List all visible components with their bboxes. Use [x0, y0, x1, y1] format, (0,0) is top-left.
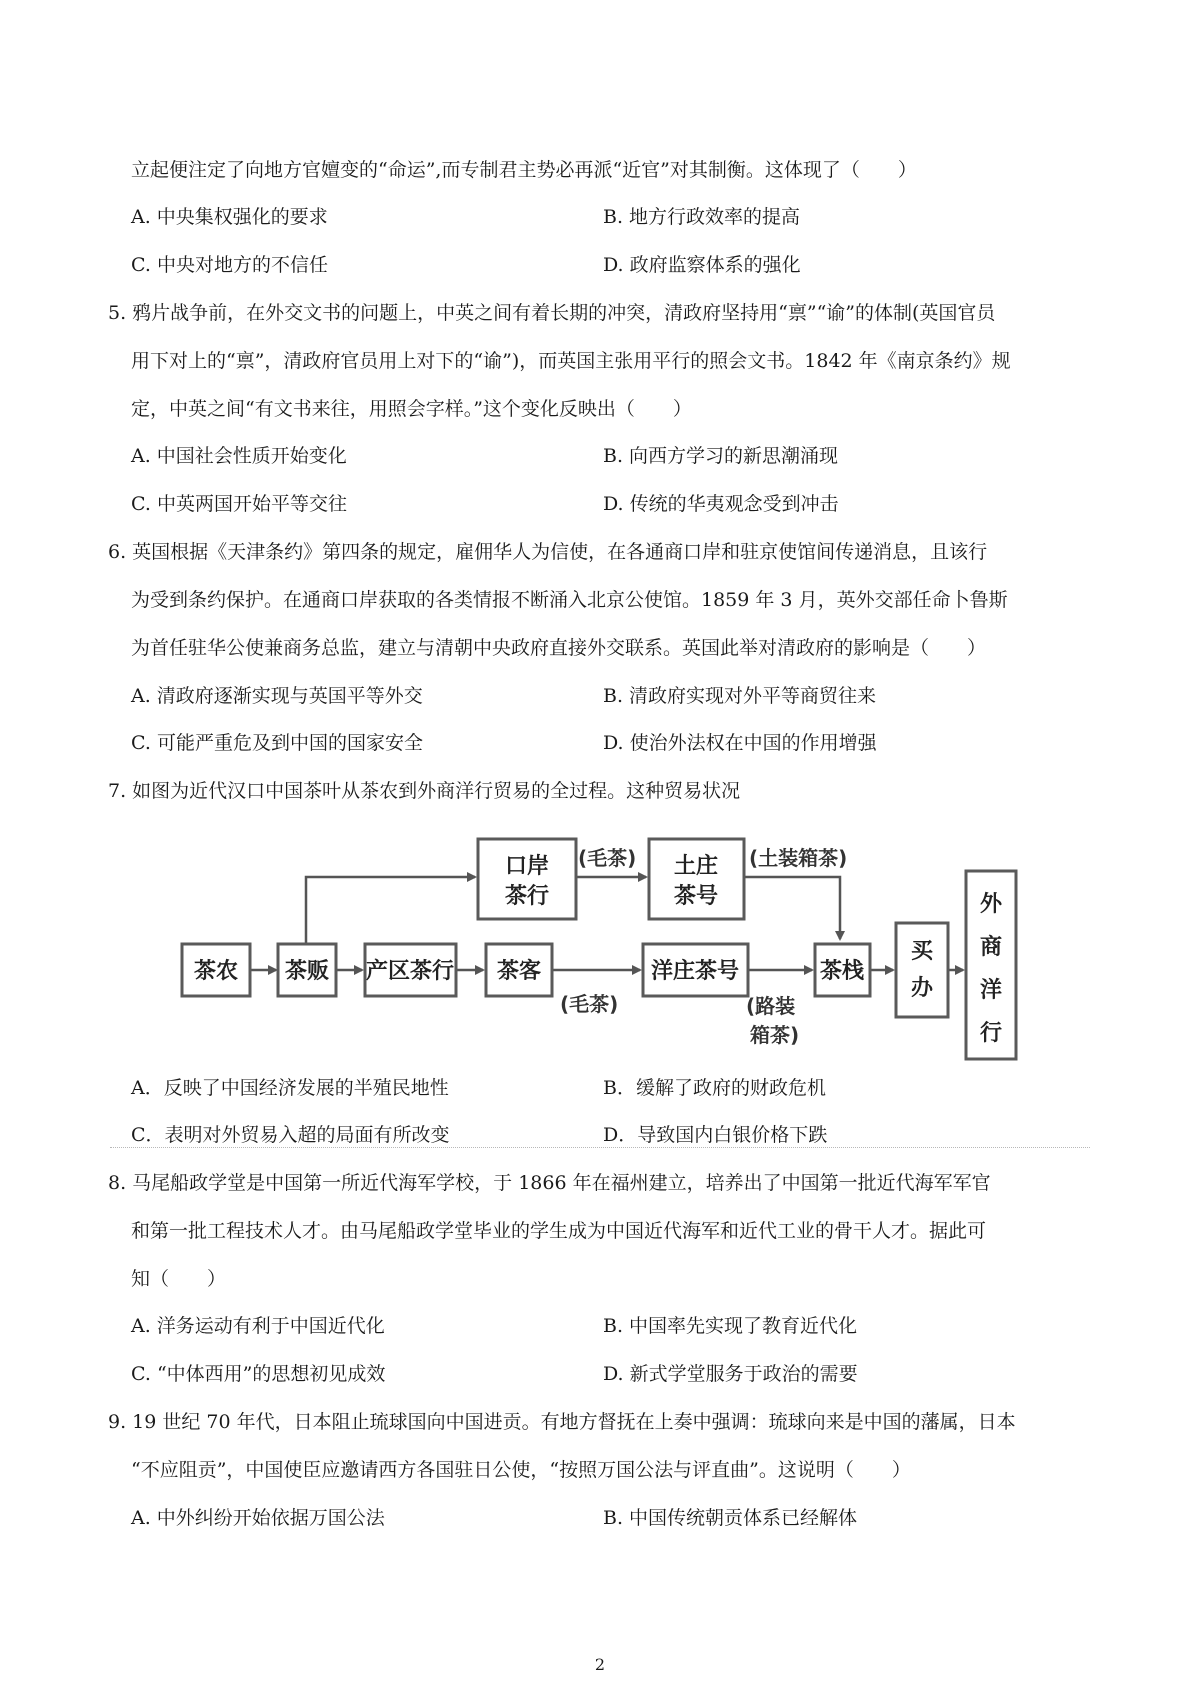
q5-option-b: B. 向西方学习的新思潮涌现 — [603, 445, 839, 467]
q8-stem-line-2: 和第一批工程技术人才。由马尾船政学堂毕业的学生成为中国近代海军和近代工业的骨干人才。据此可 — [131, 1220, 987, 1242]
q7-option-a: A．反映了中国经济发展的半殖民地性 — [131, 1077, 449, 1099]
q6-option-a: A. 清政府逐渐实现与英国平等外交 — [131, 685, 423, 707]
q4-option-d: D. 政府监察体系的强化 — [603, 254, 801, 276]
label-raw-tea-top: (毛茶) — [578, 846, 637, 870]
foreign-tea-house-label: 洋庄茶号 — [650, 959, 740, 984]
foreign-firm-label-3: 洋 — [979, 978, 1003, 1003]
q6-option-b: B. 清政府实现对外平等商贸往来 — [603, 685, 877, 707]
arrow-local-house-to-warehouse — [744, 877, 840, 939]
box-tea-peddler — [278, 944, 336, 996]
q5-stem-line-3: 定，中英之间“有文书来往，用照会字样。”这个变化反映出（ ） — [131, 398, 692, 420]
q8-option-c: C. “中体西用”的思想初见成效 — [131, 1363, 386, 1385]
q4-option-a: A. 中央集权强化的要求 — [131, 206, 328, 228]
q5-option-d: D. 传统的华夷观念受到冲击 — [603, 493, 839, 515]
comprador-label-2: 办 — [910, 976, 934, 1001]
q5-option-c: C. 中英两国开始平等交往 — [131, 493, 347, 515]
origin-tea-firm-label: 产区茶行 — [365, 959, 455, 984]
foreign-firm-label-1: 外 — [979, 892, 1003, 917]
label-road-boxed-tea-2: 箱茶) — [750, 1023, 800, 1047]
box-tea-warehouse — [815, 944, 870, 996]
arrow-peddler-to-port-firm — [306, 877, 475, 944]
local-tea-house-label-2: 茶号 — [673, 884, 719, 909]
box-comprador — [896, 923, 948, 1017]
port-tea-firm-label-1: 口岸 — [504, 854, 550, 879]
q6-option-d: D. 使治外法权在中国的作用增强 — [603, 732, 877, 754]
q7-stem-line-1: 7. 如图为近代汉口中国茶叶从茶农到外商洋行贸易的全过程。这种贸易状况 — [108, 780, 741, 802]
box-local-tea-house — [649, 839, 744, 919]
q5-option-a: A. 中国社会性质开始变化 — [131, 445, 347, 467]
tea-farmer-label: 茶农 — [193, 959, 239, 984]
q4-option-b: B. 地方行政效率的提高 — [603, 206, 801, 228]
q7-option-c: C．表明对外贸易入超的局面有所改变 — [131, 1124, 450, 1146]
label-road-boxed-tea-1: (路装 — [746, 994, 796, 1018]
q9-stem-line-1: 9. 19 世纪 70 年代，日本阻止琉球国向中国进贡。有地方督抚在上奏中强调：琉球向来是中国的藩属，日本 — [108, 1411, 1016, 1433]
box-tea-farmer — [182, 944, 250, 996]
q8-stem-line-1: 8. 马尾船政学堂是中国第一所近代海军学校，于 1866 年在福州建立，培养出了中国第一批近代海军军官 — [108, 1172, 991, 1194]
q9-option-b: B. 中国传统朝贡体系已经解体 — [603, 1507, 858, 1529]
q7-option-b: B．缓解了政府的财政危机 — [603, 1077, 826, 1099]
dotted-divider — [110, 1147, 1090, 1148]
comprador-label-1: 买 — [910, 939, 934, 964]
box-tea-merchant — [486, 944, 552, 996]
q6-stem-line-2: 为受到条约保护。在通商口岸获取的各类情报不断涌入北京公使馆。1859 年 3 月，英外交部任命卜鲁斯 — [131, 589, 1008, 611]
q5-stem-line-2: 用下对上的“禀”，清政府官员用上对下的“谕”)，而英国主张用平行的照会文书。1842 年《南京条约》规 — [131, 350, 1011, 372]
q6-stem-line-3: 为首任驻华公使兼商务总监，建立与清朝中央政府直接外交联系。英国此举对清政府的影响是（ ） — [131, 637, 987, 659]
q4-continuation: 立起便注定了向地方官嬗变的“命运”,而专制君主势必再派“近官”对其制衡。这体现了（ ） — [131, 159, 917, 181]
q7-option-d: D．导致国内白银价格下跌 — [603, 1124, 828, 1146]
q4-option-c: C. 中央对地方的不信任 — [131, 254, 328, 276]
q8-stem-line-3: 知（ ） — [131, 1268, 227, 1290]
q5-stem-line-1: 5. 鸦片战争前，在外交文书的问题上，中英之间有着长期的冲突，清政府坚持用“禀”“谕”的体制(英国官员 — [108, 302, 996, 324]
q8-option-d: D. 新式学堂服务于政治的需要 — [603, 1363, 858, 1385]
box-port-tea-firm — [478, 839, 576, 919]
label-raw-tea-bottom: (毛茶) — [560, 992, 619, 1016]
box-origin-tea-firm — [365, 944, 456, 996]
tea-merchant-label: 茶客 — [496, 959, 542, 984]
foreign-firm-label-2: 商 — [979, 935, 1003, 960]
q9-option-a: A. 中外纠纷开始依据万国公法 — [131, 1507, 385, 1529]
tea-peddler-label: 茶贩 — [284, 959, 330, 984]
q8-option-b: B. 中国率先实现了教育近代化 — [603, 1315, 858, 1337]
box-foreign-tea-house — [643, 944, 748, 996]
q8-option-a: A. 洋务运动有利于中国近代化 — [131, 1315, 385, 1337]
q9-stem-line-2: “不应阻贡”，中国使臣应邀请西方各国驻日公使，“按照万国公法与评直曲”。这说明（ ） — [131, 1459, 911, 1481]
box-foreign-firm — [966, 871, 1016, 1059]
tea-trade-flow-diagram — [180, 813, 1020, 1063]
q6-option-c: C. 可能严重危及到中国的国家安全 — [131, 732, 423, 754]
tea-warehouse-label: 茶栈 — [819, 959, 865, 984]
label-local-boxed-tea: (土装箱茶) — [749, 846, 848, 870]
q6-stem-line-1: 6. 英国根据《天津条约》第四条的规定，雇佣华人为信使，在各通商口岸和驻京使馆间传递消息，且该行 — [108, 541, 988, 563]
foreign-firm-label-4: 行 — [979, 1021, 1003, 1046]
port-tea-firm-label-2: 茶行 — [504, 884, 550, 909]
page-number: 2 — [594, 1655, 606, 1674]
local-tea-house-label-1: 土庄 — [673, 854, 719, 879]
